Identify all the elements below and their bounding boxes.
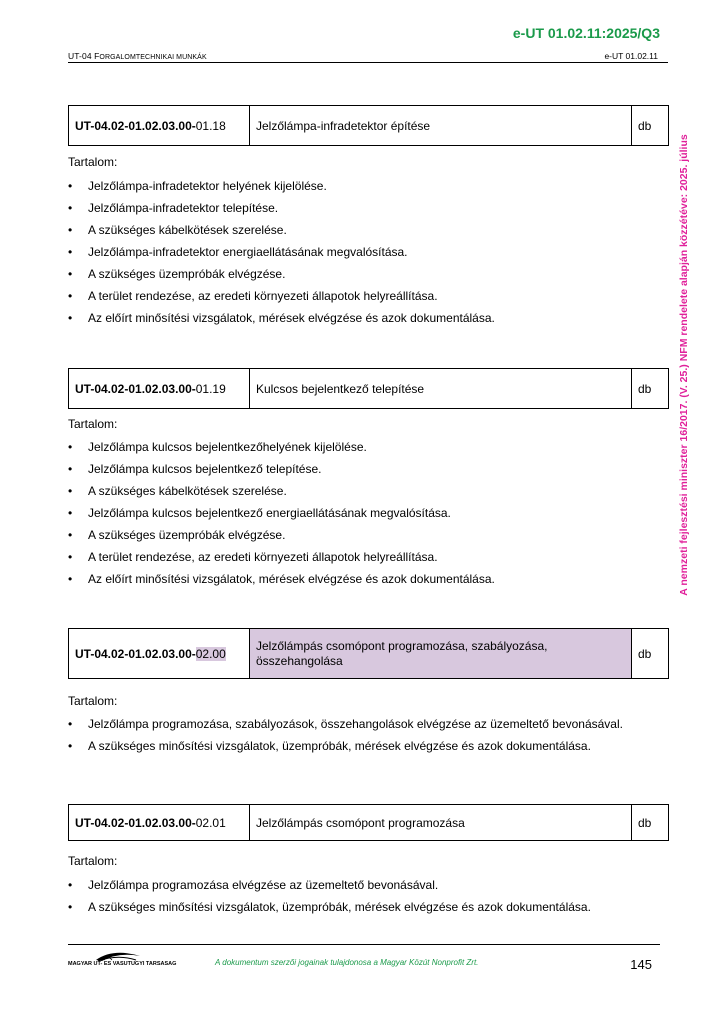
contents-label: Tartalom: bbox=[68, 854, 118, 868]
society-logo-text: MAGYAR UT- ES VASUTUGYI TARSASAG bbox=[68, 961, 177, 967]
list-item: • A szükséges kábelkötések szerelése. bbox=[68, 223, 668, 237]
list-item: • Az előírt minősítési vizsgálatok, mérések elvégzése és azok dokumentálása. bbox=[68, 311, 668, 325]
list-item: • Jelzőlámpa kulcsos bejelentkezőhelyének kijelölése. bbox=[68, 440, 668, 454]
contents-label: Tartalom: bbox=[68, 417, 118, 431]
item-unit: db bbox=[632, 369, 669, 409]
item-title: Jelzőlámpa-infradetektor építése bbox=[250, 106, 632, 146]
item-title: Jelzőlámpás csomópont programozása bbox=[250, 805, 632, 841]
item-title: Jelzőlámpás csomópont programozása, szabályozása, összehangolása bbox=[250, 629, 632, 679]
list-item: • Jelzőlámpa-infradetektor energiaellátásának megvalósítása. bbox=[68, 245, 668, 259]
page-number: 145 bbox=[630, 957, 652, 972]
item-table bbox=[68, 105, 669, 146]
item-code-suffix: 02.00 bbox=[195, 646, 226, 661]
item-table bbox=[68, 628, 669, 679]
item-code-bold: UT-04.02-01.02.03.00- bbox=[75, 815, 196, 830]
item-title: Kulcsos bejelentkező telepítése bbox=[250, 369, 632, 409]
item-code-bold: UT-04.02-01.02.03.00- bbox=[75, 381, 196, 396]
list-item: • A szükséges minősítési vizsgálatok, üzempróbák, mérések elvégzése és azok dokumentálása. bbox=[68, 739, 668, 753]
document-code: e-UT 01.02.11:2025/Q3 bbox=[512, 25, 660, 41]
publication-side-note: A nemzeti fejlesztési miniszter 16/2017. (V. 25.) NFM rendelete alapján közzétéve: 2025. július bbox=[678, 134, 690, 596]
header-title-rest: ORGALOMTECHNIKAI MUNKÁK bbox=[99, 54, 207, 61]
contents-label: Tartalom: bbox=[68, 694, 118, 708]
item-unit: db bbox=[632, 106, 669, 146]
copyright-notice: A dokumentum szerzői jogainak tulajdonosa a Magyar Közút Nonprofit Zrt. bbox=[215, 958, 479, 967]
society-logo-icon bbox=[68, 948, 158, 972]
item-unit: db bbox=[632, 805, 669, 841]
header-divider bbox=[68, 62, 668, 63]
list-item: • A szükséges üzempróbák elvégzése. bbox=[68, 528, 668, 542]
bullet-list bbox=[68, 179, 668, 333]
bullet-list bbox=[68, 878, 668, 922]
list-item: • Jelzőlámpa programozása elvégzése az üzemeltető bevonásával. bbox=[68, 878, 668, 892]
item-code-suffix: 01.18 bbox=[195, 118, 226, 133]
contents-label: Tartalom: bbox=[68, 155, 118, 169]
item-code bbox=[69, 106, 250, 146]
list-item: • Az előírt minősítési vizsgálatok, mérések elvégzése és azok dokumentálása. bbox=[68, 572, 668, 586]
list-item: • A szükséges kábelkötések szerelése. bbox=[68, 484, 668, 498]
list-item: • Jelzőlámpa kulcsos bejelentkező telepítése. bbox=[68, 462, 668, 476]
list-item: • Jelzőlámpa-infradetektor telepítése. bbox=[68, 201, 668, 215]
list-item: • Jelzőlámpa kulcsos bejelentkező energiaellátásának megvalósítása. bbox=[68, 506, 668, 520]
list-item: • Jelzőlámpa-infradetektor helyének kijelölése. bbox=[68, 179, 668, 193]
header-title-prefix: UT-04 F bbox=[68, 51, 100, 61]
item-code-suffix: 02.01 bbox=[195, 815, 226, 830]
list-item: • A szükséges üzempróbák elvégzése. bbox=[68, 267, 668, 281]
item-table bbox=[68, 804, 669, 841]
list-item: • Jelzőlámpa programozása, szabályozások, összehangolások elvégzése az üzemeltető bevonásával. bbox=[68, 717, 668, 731]
list-item: • A terület rendezése, az eredeti környezeti állapotok helyreállítása. bbox=[68, 289, 668, 303]
header-section-title bbox=[68, 51, 207, 61]
item-unit: db bbox=[632, 629, 669, 679]
footer-divider bbox=[68, 944, 660, 945]
header-doc-code: e-UT 01.02.11 bbox=[604, 51, 658, 61]
item-code bbox=[69, 369, 250, 409]
bullet-list bbox=[68, 717, 668, 761]
item-code-suffix: 01.19 bbox=[195, 381, 226, 396]
list-item: • A terület rendezése, az eredeti környezeti állapotok helyreállítása. bbox=[68, 550, 668, 564]
item-code-bold: UT-04.02-01.02.03.00- bbox=[75, 646, 196, 661]
list-item: • A szükséges minősítési vizsgálatok, üzempróbák, mérések elvégzése és azok dokumentálása. bbox=[68, 900, 668, 914]
item-code-bold: UT-04.02-01.02.03.00- bbox=[75, 118, 196, 133]
item-code bbox=[69, 629, 250, 679]
item-code bbox=[69, 805, 250, 841]
bullet-list bbox=[68, 440, 668, 594]
item-table bbox=[68, 368, 669, 409]
